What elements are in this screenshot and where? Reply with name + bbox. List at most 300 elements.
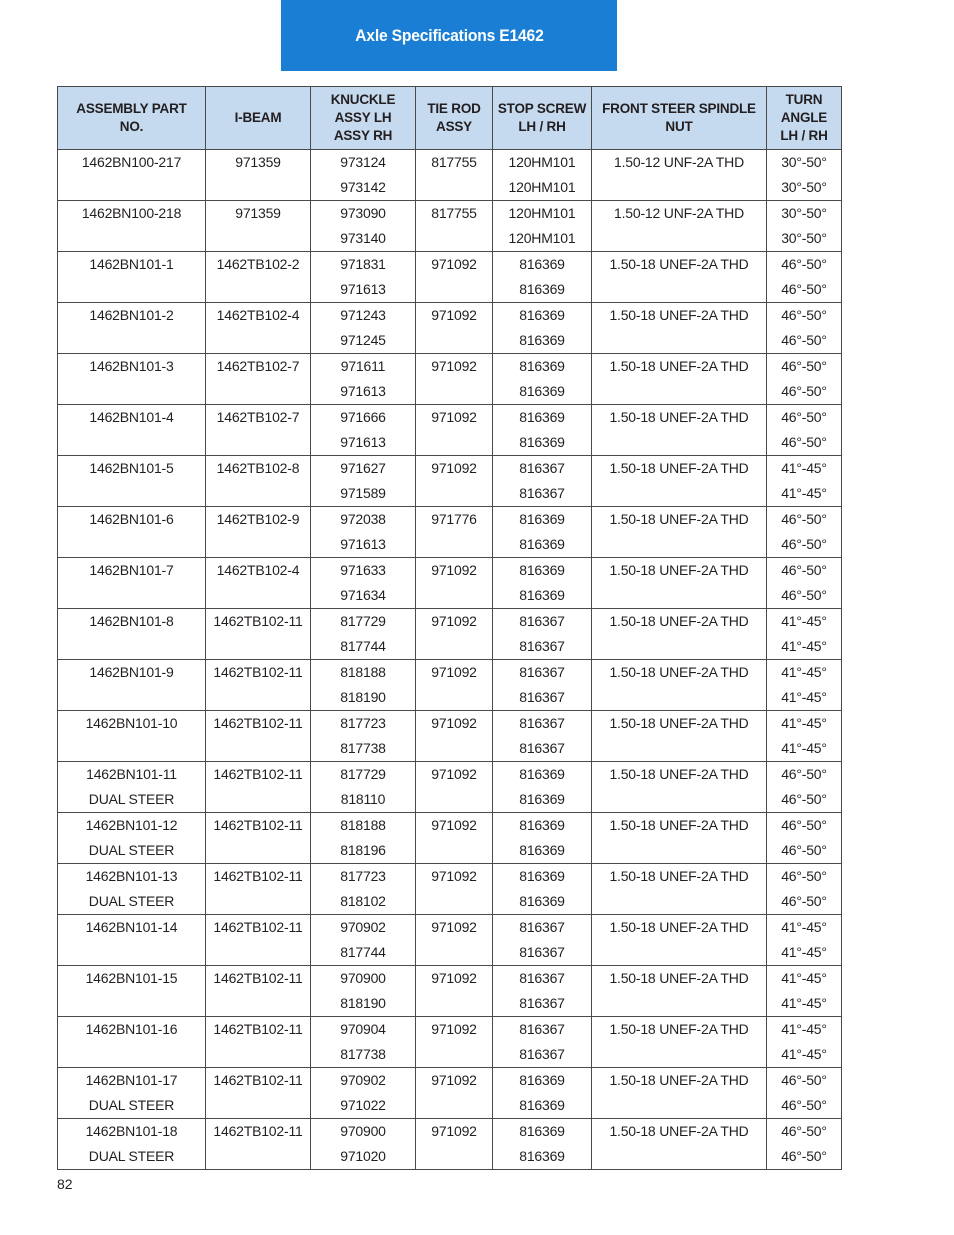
cell-tie-rod-assy-value: 971092 [431, 562, 477, 578]
cell-assembly-part-no [58, 864, 206, 915]
cell-assembly-part-no-line: 1462BN101-5 [89, 460, 174, 476]
cell-i-beam-value: 971359 [235, 154, 281, 170]
cell-stop-screw [493, 558, 592, 609]
cell-front-steer-spindle-nut-value: 1.50-18 UNEF-2A THD [609, 817, 749, 833]
cell-tie-rod-assy-value: 971092 [431, 409, 477, 425]
cell-turn-angle-line: 41°-45° [781, 970, 827, 986]
cell-i-beam [206, 609, 311, 660]
cell-assembly-part-no [58, 711, 206, 762]
cell-tie-rod-assy [416, 711, 493, 762]
cell-front-steer-spindle-nut-value: 1.50-18 UNEF-2A THD [609, 256, 749, 272]
cell-knuckle-assy-line: 971589 [340, 485, 386, 501]
cell-stop-screw-line: 816369 [519, 256, 565, 272]
cell-turn-angle [767, 864, 842, 915]
table-row [58, 456, 842, 507]
cell-tie-rod-assy-value: 971092 [431, 256, 477, 272]
cell-i-beam [206, 711, 311, 762]
cell-stop-screw-line: 120HM101 [508, 205, 576, 221]
cell-tie-rod-assy-value: 971092 [431, 307, 477, 323]
cell-front-steer-spindle-nut [592, 813, 767, 864]
column-header-tie-rod-assy: TIE ROD ASSY [416, 87, 493, 150]
cell-stop-screw-line: 816369 [519, 307, 565, 323]
cell-knuckle-assy-line: 972038 [340, 511, 386, 527]
cell-assembly-part-no-line: DUAL STEER [88, 1097, 175, 1113]
cell-assembly-part-no-line: 1462BN101-7 [89, 562, 174, 578]
cell-i-beam [206, 201, 311, 252]
table-row [58, 405, 842, 456]
cell-front-steer-spindle-nut-value: 1.50-18 UNEF-2A THD [609, 766, 749, 782]
cell-assembly-part-no [58, 201, 206, 252]
cell-turn-angle-line: 46°-50° [781, 332, 827, 348]
cell-knuckle-assy [311, 762, 416, 813]
cell-front-steer-spindle-nut [592, 354, 767, 405]
cell-assembly-part-no-line: DUAL STEER [88, 842, 175, 858]
cell-front-steer-spindle-nut-value: 1.50-18 UNEF-2A THD [609, 970, 749, 986]
cell-stop-screw [493, 813, 592, 864]
cell-turn-angle [767, 711, 842, 762]
cell-knuckle-assy-line: 971627 [340, 460, 386, 476]
cell-assembly-part-no-line: 1462BN101-3 [89, 358, 174, 374]
cell-stop-screw-line: 816367 [519, 740, 565, 756]
table-row [58, 252, 842, 303]
cell-assembly-part-no [58, 303, 206, 354]
cell-tie-rod-assy [416, 762, 493, 813]
cell-turn-angle-line: 46°-50° [781, 1072, 827, 1088]
cell-knuckle-assy [311, 252, 416, 303]
cell-i-beam-value: 1462TB102-11 [213, 613, 303, 629]
cell-i-beam-value: 1462TB102-11 [213, 1072, 303, 1088]
cell-knuckle-assy-line: 970904 [340, 1021, 386, 1037]
cell-tie-rod-assy [416, 1119, 493, 1170]
cell-assembly-part-no-line: 1462BN101-18 [85, 1123, 178, 1139]
cell-turn-angle-line: 46°-50° [781, 868, 827, 884]
cell-i-beam [206, 252, 311, 303]
cell-turn-angle-line: 41°-45° [781, 919, 827, 935]
cell-knuckle-assy [311, 915, 416, 966]
cell-i-beam-value: 1462TB102-11 [213, 817, 303, 833]
table-row [58, 660, 842, 711]
cell-tie-rod-assy-value: 971092 [431, 664, 477, 680]
cell-knuckle-assy-line: 973090 [340, 205, 386, 221]
cell-i-beam-value: 1462TB102-2 [216, 256, 300, 272]
cell-stop-screw [493, 507, 592, 558]
cell-i-beam [206, 1068, 311, 1119]
cell-assembly-part-no [58, 354, 206, 405]
cell-knuckle-assy-line: 971613 [340, 383, 386, 399]
cell-turn-angle-line: 41°-45° [781, 1021, 827, 1037]
table-row [58, 507, 842, 558]
cell-tie-rod-assy [416, 558, 493, 609]
cell-i-beam [206, 558, 311, 609]
column-header-turn-angle: TURN ANGLE LH / RH [767, 87, 842, 150]
cell-turn-angle [767, 303, 842, 354]
cell-tie-rod-assy [416, 864, 493, 915]
cell-i-beam-value: 1462TB102-4 [216, 562, 300, 578]
cell-tie-rod-assy-value: 817755 [431, 154, 477, 170]
cell-front-steer-spindle-nut [592, 252, 767, 303]
cell-tie-rod-assy-value: 971092 [431, 868, 477, 884]
column-header-knuckle-assy: KNUCKLE ASSY LH ASSY RH [311, 87, 416, 150]
cell-stop-screw-line: 816369 [519, 817, 565, 833]
cell-tie-rod-assy-value: 971092 [431, 358, 477, 374]
cell-i-beam [206, 813, 311, 864]
cell-knuckle-assy-line: 817738 [340, 740, 386, 756]
cell-assembly-part-no [58, 558, 206, 609]
cell-turn-angle-line: 46°-50° [781, 536, 827, 552]
cell-knuckle-assy-line: 973124 [340, 154, 386, 170]
cell-i-beam [206, 456, 311, 507]
table-row [58, 201, 842, 252]
cell-assembly-part-no [58, 915, 206, 966]
cell-turn-angle-line: 41°-45° [781, 995, 827, 1011]
cell-front-steer-spindle-nut-value: 1.50-18 UNEF-2A THD [609, 1072, 749, 1088]
cell-knuckle-assy-line: 817729 [340, 766, 386, 782]
cell-knuckle-assy [311, 354, 416, 405]
column-header-stop-screw: STOP SCREW LH / RH [493, 87, 592, 150]
cell-assembly-part-no [58, 813, 206, 864]
page-number: 82 [57, 1176, 73, 1192]
cell-knuckle-assy-line: 971020 [340, 1148, 386, 1164]
cell-assembly-part-no-line: 1462BN101-11 [86, 766, 177, 782]
cell-stop-screw-line: 120HM101 [508, 179, 576, 195]
table-row [58, 864, 842, 915]
cell-stop-screw-line: 816369 [519, 766, 565, 782]
cell-assembly-part-no-line: DUAL STEER [88, 1148, 175, 1164]
cell-tie-rod-assy [416, 456, 493, 507]
cell-front-steer-spindle-nut-value: 1.50-18 UNEF-2A THD [609, 307, 749, 323]
cell-stop-screw [493, 609, 592, 660]
cell-front-steer-spindle-nut-value: 1.50-18 UNEF-2A THD [609, 562, 749, 578]
cell-assembly-part-no-line: 1462BN101-14 [85, 919, 178, 935]
cell-stop-screw-line: 816369 [519, 332, 565, 348]
cell-tie-rod-assy [416, 966, 493, 1017]
cell-stop-screw-line: 816369 [519, 587, 565, 603]
cell-knuckle-assy-line: 817723 [340, 715, 386, 731]
cell-turn-angle-line: 41°-45° [781, 460, 827, 476]
cell-stop-screw-line: 816369 [519, 1072, 565, 1088]
cell-tie-rod-assy-value: 971092 [431, 613, 477, 629]
cell-knuckle-assy [311, 1068, 416, 1119]
cell-turn-angle-line: 30°-50° [781, 230, 827, 246]
cell-turn-angle-line: 46°-50° [781, 281, 827, 297]
cell-knuckle-assy-line: 818196 [340, 842, 386, 858]
cell-tie-rod-assy [416, 660, 493, 711]
cell-stop-screw [493, 303, 592, 354]
cell-turn-angle [767, 660, 842, 711]
cell-stop-screw-line: 816369 [519, 842, 565, 858]
cell-stop-screw-line: 816367 [519, 715, 565, 731]
cell-i-beam-value: 1462TB102-11 [213, 868, 303, 884]
cell-assembly-part-no [58, 1068, 206, 1119]
cell-i-beam-value: 971359 [235, 205, 281, 221]
cell-knuckle-assy-line: 971613 [340, 434, 386, 450]
cell-knuckle-assy [311, 609, 416, 660]
cell-stop-screw-line: 120HM101 [508, 154, 576, 170]
table-header [58, 87, 842, 150]
cell-stop-screw-line: 816369 [519, 1148, 565, 1164]
title-banner [281, 0, 617, 71]
cell-turn-angle-line: 46°-50° [781, 1123, 827, 1139]
cell-turn-angle-line: 30°-50° [781, 179, 827, 195]
cell-knuckle-assy [311, 150, 416, 201]
cell-i-beam-value: 1462TB102-9 [216, 511, 300, 527]
cell-front-steer-spindle-nut [592, 1119, 767, 1170]
cell-knuckle-assy-line: 970900 [340, 1123, 386, 1139]
cell-stop-screw-line: 816369 [519, 281, 565, 297]
table-row [58, 966, 842, 1017]
cell-turn-angle-line: 46°-50° [781, 383, 827, 399]
cell-knuckle-assy-line: 817738 [340, 1046, 386, 1062]
cell-knuckle-assy [311, 813, 416, 864]
table-row [58, 558, 842, 609]
cell-front-steer-spindle-nut [592, 303, 767, 354]
table-row [58, 609, 842, 660]
cell-knuckle-assy [311, 405, 416, 456]
cell-tie-rod-assy [416, 1017, 493, 1068]
cell-stop-screw-line: 816367 [519, 460, 565, 476]
cell-front-steer-spindle-nut-value: 1.50-18 UNEF-2A THD [609, 613, 749, 629]
cell-stop-screw-line: 816367 [519, 485, 565, 501]
cell-i-beam [206, 1017, 311, 1068]
cell-tie-rod-assy [416, 252, 493, 303]
cell-stop-screw-line: 816369 [519, 791, 565, 807]
cell-knuckle-assy-line: 817723 [340, 868, 386, 884]
cell-assembly-part-no-line: 1462BN101-15 [85, 970, 178, 986]
cell-stop-screw-line: 816369 [519, 358, 565, 374]
cell-turn-angle-line: 46°-50° [781, 842, 827, 858]
cell-turn-angle [767, 813, 842, 864]
cell-knuckle-assy-line: 973140 [340, 230, 386, 246]
cell-i-beam [206, 303, 311, 354]
cell-stop-screw-line: 816369 [519, 1097, 565, 1113]
table-body [58, 150, 842, 1170]
cell-tie-rod-assy-value: 971092 [431, 817, 477, 833]
cell-turn-angle [767, 966, 842, 1017]
cell-assembly-part-no [58, 1017, 206, 1068]
table-row [58, 354, 842, 405]
cell-stop-screw [493, 405, 592, 456]
cell-stop-screw [493, 762, 592, 813]
cell-turn-angle-line: 41°-45° [781, 485, 827, 501]
cell-knuckle-assy-line: 970902 [340, 919, 386, 935]
cell-turn-angle [767, 201, 842, 252]
cell-knuckle-assy-line: 817744 [340, 944, 386, 960]
cell-i-beam [206, 864, 311, 915]
cell-i-beam-value: 1462TB102-11 [213, 1123, 303, 1139]
cell-turn-angle-line: 46°-50° [781, 307, 827, 323]
cell-assembly-part-no [58, 405, 206, 456]
cell-front-steer-spindle-nut-value: 1.50-18 UNEF-2A THD [609, 664, 749, 680]
cell-tie-rod-assy-value: 817755 [431, 205, 477, 221]
cell-assembly-part-no-line: 1462BN101-4 [89, 409, 174, 425]
header-row [58, 87, 842, 150]
cell-front-steer-spindle-nut [592, 456, 767, 507]
cell-i-beam-value: 1462TB102-11 [213, 664, 303, 680]
cell-front-steer-spindle-nut [592, 1068, 767, 1119]
cell-stop-screw-line: 816367 [519, 1021, 565, 1037]
cell-turn-angle [767, 609, 842, 660]
cell-tie-rod-assy [416, 303, 493, 354]
axle-spec-table [57, 86, 842, 1170]
cell-turn-angle-line: 46°-50° [781, 587, 827, 603]
cell-assembly-part-no-line: 1462BN100-218 [81, 205, 182, 221]
cell-front-steer-spindle-nut [592, 150, 767, 201]
cell-turn-angle [767, 1068, 842, 1119]
cell-assembly-part-no [58, 252, 206, 303]
cell-turn-angle [767, 762, 842, 813]
cell-tie-rod-assy [416, 609, 493, 660]
cell-stop-screw-line: 816369 [519, 409, 565, 425]
cell-tie-rod-assy [416, 405, 493, 456]
cell-knuckle-assy-line: 818190 [340, 689, 386, 705]
cell-knuckle-assy [311, 201, 416, 252]
cell-front-steer-spindle-nut-value: 1.50-18 UNEF-2A THD [609, 358, 749, 374]
cell-front-steer-spindle-nut [592, 915, 767, 966]
cell-tie-rod-assy-value: 971776 [431, 511, 477, 527]
cell-tie-rod-assy-value: 971092 [431, 970, 477, 986]
cell-tie-rod-assy [416, 201, 493, 252]
cell-i-beam [206, 915, 311, 966]
cell-stop-screw-line: 816369 [519, 511, 565, 527]
cell-stop-screw [493, 456, 592, 507]
cell-assembly-part-no-line: 1462BN101-8 [89, 613, 174, 629]
cell-stop-screw [493, 1068, 592, 1119]
cell-assembly-part-no-line: 1462BN101-10 [85, 715, 178, 731]
cell-turn-angle [767, 507, 842, 558]
cell-front-steer-spindle-nut [592, 405, 767, 456]
cell-stop-screw-line: 816367 [519, 919, 565, 935]
cell-i-beam [206, 762, 311, 813]
cell-stop-screw [493, 1017, 592, 1068]
cell-front-steer-spindle-nut-value: 1.50-18 UNEF-2A THD [609, 409, 749, 425]
cell-tie-rod-assy [416, 354, 493, 405]
cell-knuckle-assy-line: 818102 [340, 893, 386, 909]
cell-stop-screw-line: 816369 [519, 868, 565, 884]
cell-stop-screw-line: 816367 [519, 1046, 565, 1062]
cell-front-steer-spindle-nut [592, 864, 767, 915]
cell-knuckle-assy-line: 818190 [340, 995, 386, 1011]
cell-i-beam [206, 966, 311, 1017]
cell-knuckle-assy-line: 818110 [340, 791, 386, 807]
cell-stop-screw-line: 816367 [519, 944, 565, 960]
cell-tie-rod-assy [416, 507, 493, 558]
cell-assembly-part-no-line: 1462BN101-16 [85, 1021, 178, 1037]
cell-turn-angle-line: 46°-50° [781, 511, 827, 527]
cell-knuckle-assy-line: 971245 [340, 332, 386, 348]
cell-stop-screw [493, 966, 592, 1017]
cell-knuckle-assy [311, 303, 416, 354]
cell-assembly-part-no [58, 150, 206, 201]
cell-knuckle-assy-line: 970900 [340, 970, 386, 986]
table-row [58, 303, 842, 354]
cell-assembly-part-no-line: 1462BN101-1 [89, 256, 174, 272]
cell-turn-angle [767, 1119, 842, 1170]
cell-stop-screw-line: 816367 [519, 689, 565, 705]
cell-turn-angle-line: 46°-50° [781, 1148, 827, 1164]
cell-turn-angle-line: 41°-45° [781, 1046, 827, 1062]
cell-knuckle-assy-line: 971634 [340, 587, 386, 603]
cell-stop-screw-line: 816367 [519, 613, 565, 629]
cell-assembly-part-no-line: 1462BN101-2 [89, 307, 174, 323]
cell-tie-rod-assy-value: 971092 [431, 460, 477, 476]
cell-knuckle-assy [311, 966, 416, 1017]
cell-turn-angle [767, 354, 842, 405]
cell-i-beam-value: 1462TB102-11 [213, 1021, 303, 1037]
cell-turn-angle-line: 41°-45° [781, 944, 827, 960]
cell-stop-screw-line: 816367 [519, 970, 565, 986]
cell-tie-rod-assy [416, 1068, 493, 1119]
cell-stop-screw [493, 201, 592, 252]
cell-stop-screw [493, 150, 592, 201]
cell-knuckle-assy-line: 971633 [340, 562, 386, 578]
cell-turn-angle-line: 46°-50° [781, 766, 827, 782]
page-title: Axle Specifications E1462 [354, 25, 544, 45]
cell-i-beam-value: 1462TB102-4 [216, 307, 300, 323]
cell-front-steer-spindle-nut [592, 507, 767, 558]
cell-turn-angle-line: 41°-45° [781, 740, 827, 756]
cell-stop-screw [493, 864, 592, 915]
cell-front-steer-spindle-nut [592, 201, 767, 252]
cell-assembly-part-no-line: 1462BN101-13 [85, 868, 178, 884]
table-row [58, 1017, 842, 1068]
cell-assembly-part-no [58, 966, 206, 1017]
cell-front-steer-spindle-nut-value: 1.50-12 UNF-2A THD [614, 205, 744, 221]
cell-assembly-part-no-line: 1462BN101-9 [89, 664, 174, 680]
cell-front-steer-spindle-nut [592, 711, 767, 762]
cell-knuckle-assy-line: 973142 [340, 179, 386, 195]
cell-turn-angle-line: 46°-50° [781, 893, 827, 909]
cell-assembly-part-no-line: 1462BN101-6 [89, 511, 174, 527]
cell-turn-angle-line: 41°-45° [781, 613, 827, 629]
cell-assembly-part-no [58, 660, 206, 711]
table-row [58, 813, 842, 864]
cell-stop-screw [493, 915, 592, 966]
column-header-assembly-part-no: ASSEMBLY PART NO. [58, 87, 206, 150]
cell-i-beam-value: 1462TB102-8 [216, 460, 300, 476]
cell-i-beam [206, 354, 311, 405]
cell-knuckle-assy-line: 971613 [340, 281, 386, 297]
cell-turn-angle [767, 252, 842, 303]
cell-assembly-part-no [58, 609, 206, 660]
cell-stop-screw-line: 120HM101 [508, 230, 576, 246]
cell-front-steer-spindle-nut [592, 660, 767, 711]
cell-front-steer-spindle-nut-value: 1.50-18 UNEF-2A THD [609, 511, 749, 527]
table-row [58, 1119, 842, 1170]
cell-turn-angle [767, 558, 842, 609]
cell-stop-screw [493, 1119, 592, 1170]
cell-stop-screw-line: 816369 [519, 383, 565, 399]
cell-i-beam-value: 1462TB102-11 [213, 970, 303, 986]
cell-turn-angle-line: 30°-50° [781, 154, 827, 170]
cell-knuckle-assy-line: 817744 [340, 638, 386, 654]
cell-assembly-part-no-line: DUAL STEER [88, 791, 175, 807]
cell-stop-screw-line: 816369 [519, 893, 565, 909]
cell-assembly-part-no [58, 507, 206, 558]
cell-assembly-part-no [58, 762, 206, 813]
cell-turn-angle-line: 41°-45° [781, 689, 827, 705]
cell-i-beam [206, 660, 311, 711]
column-header-i-beam: I-BEAM [206, 87, 311, 150]
cell-stop-screw-line: 816369 [519, 536, 565, 552]
cell-turn-angle-line: 46°-50° [781, 817, 827, 833]
cell-front-steer-spindle-nut-value: 1.50-12 UNF-2A THD [614, 154, 744, 170]
cell-assembly-part-no-line: DUAL STEER [88, 893, 175, 909]
cell-assembly-part-no-line: 1462BN101-12 [85, 817, 178, 833]
cell-knuckle-assy-line: 818188 [340, 664, 386, 680]
cell-front-steer-spindle-nut [592, 762, 767, 813]
cell-knuckle-assy-line: 818188 [340, 817, 386, 833]
cell-knuckle-assy-line: 971613 [340, 536, 386, 552]
